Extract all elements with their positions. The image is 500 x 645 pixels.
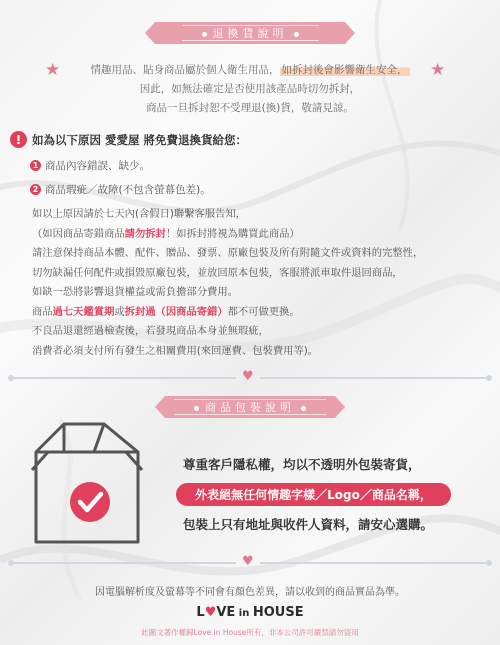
package-address-text: 包裝上只有地址與收件人資料，請安心選購。	[183, 517, 434, 532]
reason-item-1: 1 商品內容錯誤、缺少。	[30, 158, 150, 173]
section-divider	[8, 554, 492, 569]
package-title: 商品包裝說明	[205, 401, 295, 414]
package-banner	[165, 396, 335, 418]
return-policy-details: 如以上原因請於七天內(含假日)聯繫客服告知， （如因商品寄錯商品請勿拆封！如拆封將視為購買此商品） 請注意保持商品本體、配件、贈品、發票、原廠包裝及所有附隨文件或資料的完整性， 切勿缺漏任何配件或損毀原廠包裝，並放回原本包裝，客服將派車取件退回商品， 如缺一恐將影響退貨權益或需負擔部分費用。 商品過七天鑑賞期或拆封過（因商品寄錯）都不可做更換。 不良品退還經過檢查後，若發現商品本身並無瑕疵， 消費者必須支付所有發生之相關費用(來回運費、包裝費用等)。	[32, 208, 424, 357]
number-badge: 2	[30, 184, 41, 195]
return-policy-banner	[155, 22, 345, 44]
star-icon-left: ★	[45, 60, 61, 80]
highlighted-text: 如拆封後會影響衛生安全，	[281, 64, 408, 76]
love-in-house-logo: L♥VE in HOUSE	[196, 605, 304, 620]
star-icon-right: ★	[430, 60, 446, 80]
no-logo-pill: 外表絕無任何情趣字樣／Logo／商品名稱，	[176, 483, 451, 506]
number-badge: 1	[30, 160, 41, 171]
return-policy-title: 退換貨說明	[212, 27, 288, 40]
heart-icon: ♥	[242, 369, 254, 384]
section-divider	[8, 369, 492, 384]
package-box-icon	[30, 412, 145, 552]
heart-icon: ♥	[204, 605, 217, 620]
hygiene-notice: 情趣用品、貼身商品屬於個人衛生用品， 如拆封後會影響衛生安全， 因此，如無法確定是否使用該產品時切勿拆封， 商品一旦拆封恕不受理退(換)貨，敬請見諒。	[90, 64, 408, 114]
copyright-text: 此圖文著作權歸Love in House所有，非本公司許可嚴禁請勿盜用	[141, 628, 359, 637]
heart-icon: ♥	[242, 554, 254, 569]
reason-item-2: 2 商品瑕疵／故障(不包含螢幕色差)。	[30, 182, 211, 197]
package-privacy-text: 尊重客戶隱私權，均以不透明外包裝寄貨，	[183, 457, 421, 472]
free-return-heading: ! 如為以下原因 愛愛屋 將免費退換貨給您：	[10, 131, 247, 148]
color-disclaimer: 因電腦解析度及螢幕等不同會有顏色差異，請以收到的商品實品為準。	[95, 587, 405, 598]
exclamation-icon: !	[10, 131, 27, 148]
